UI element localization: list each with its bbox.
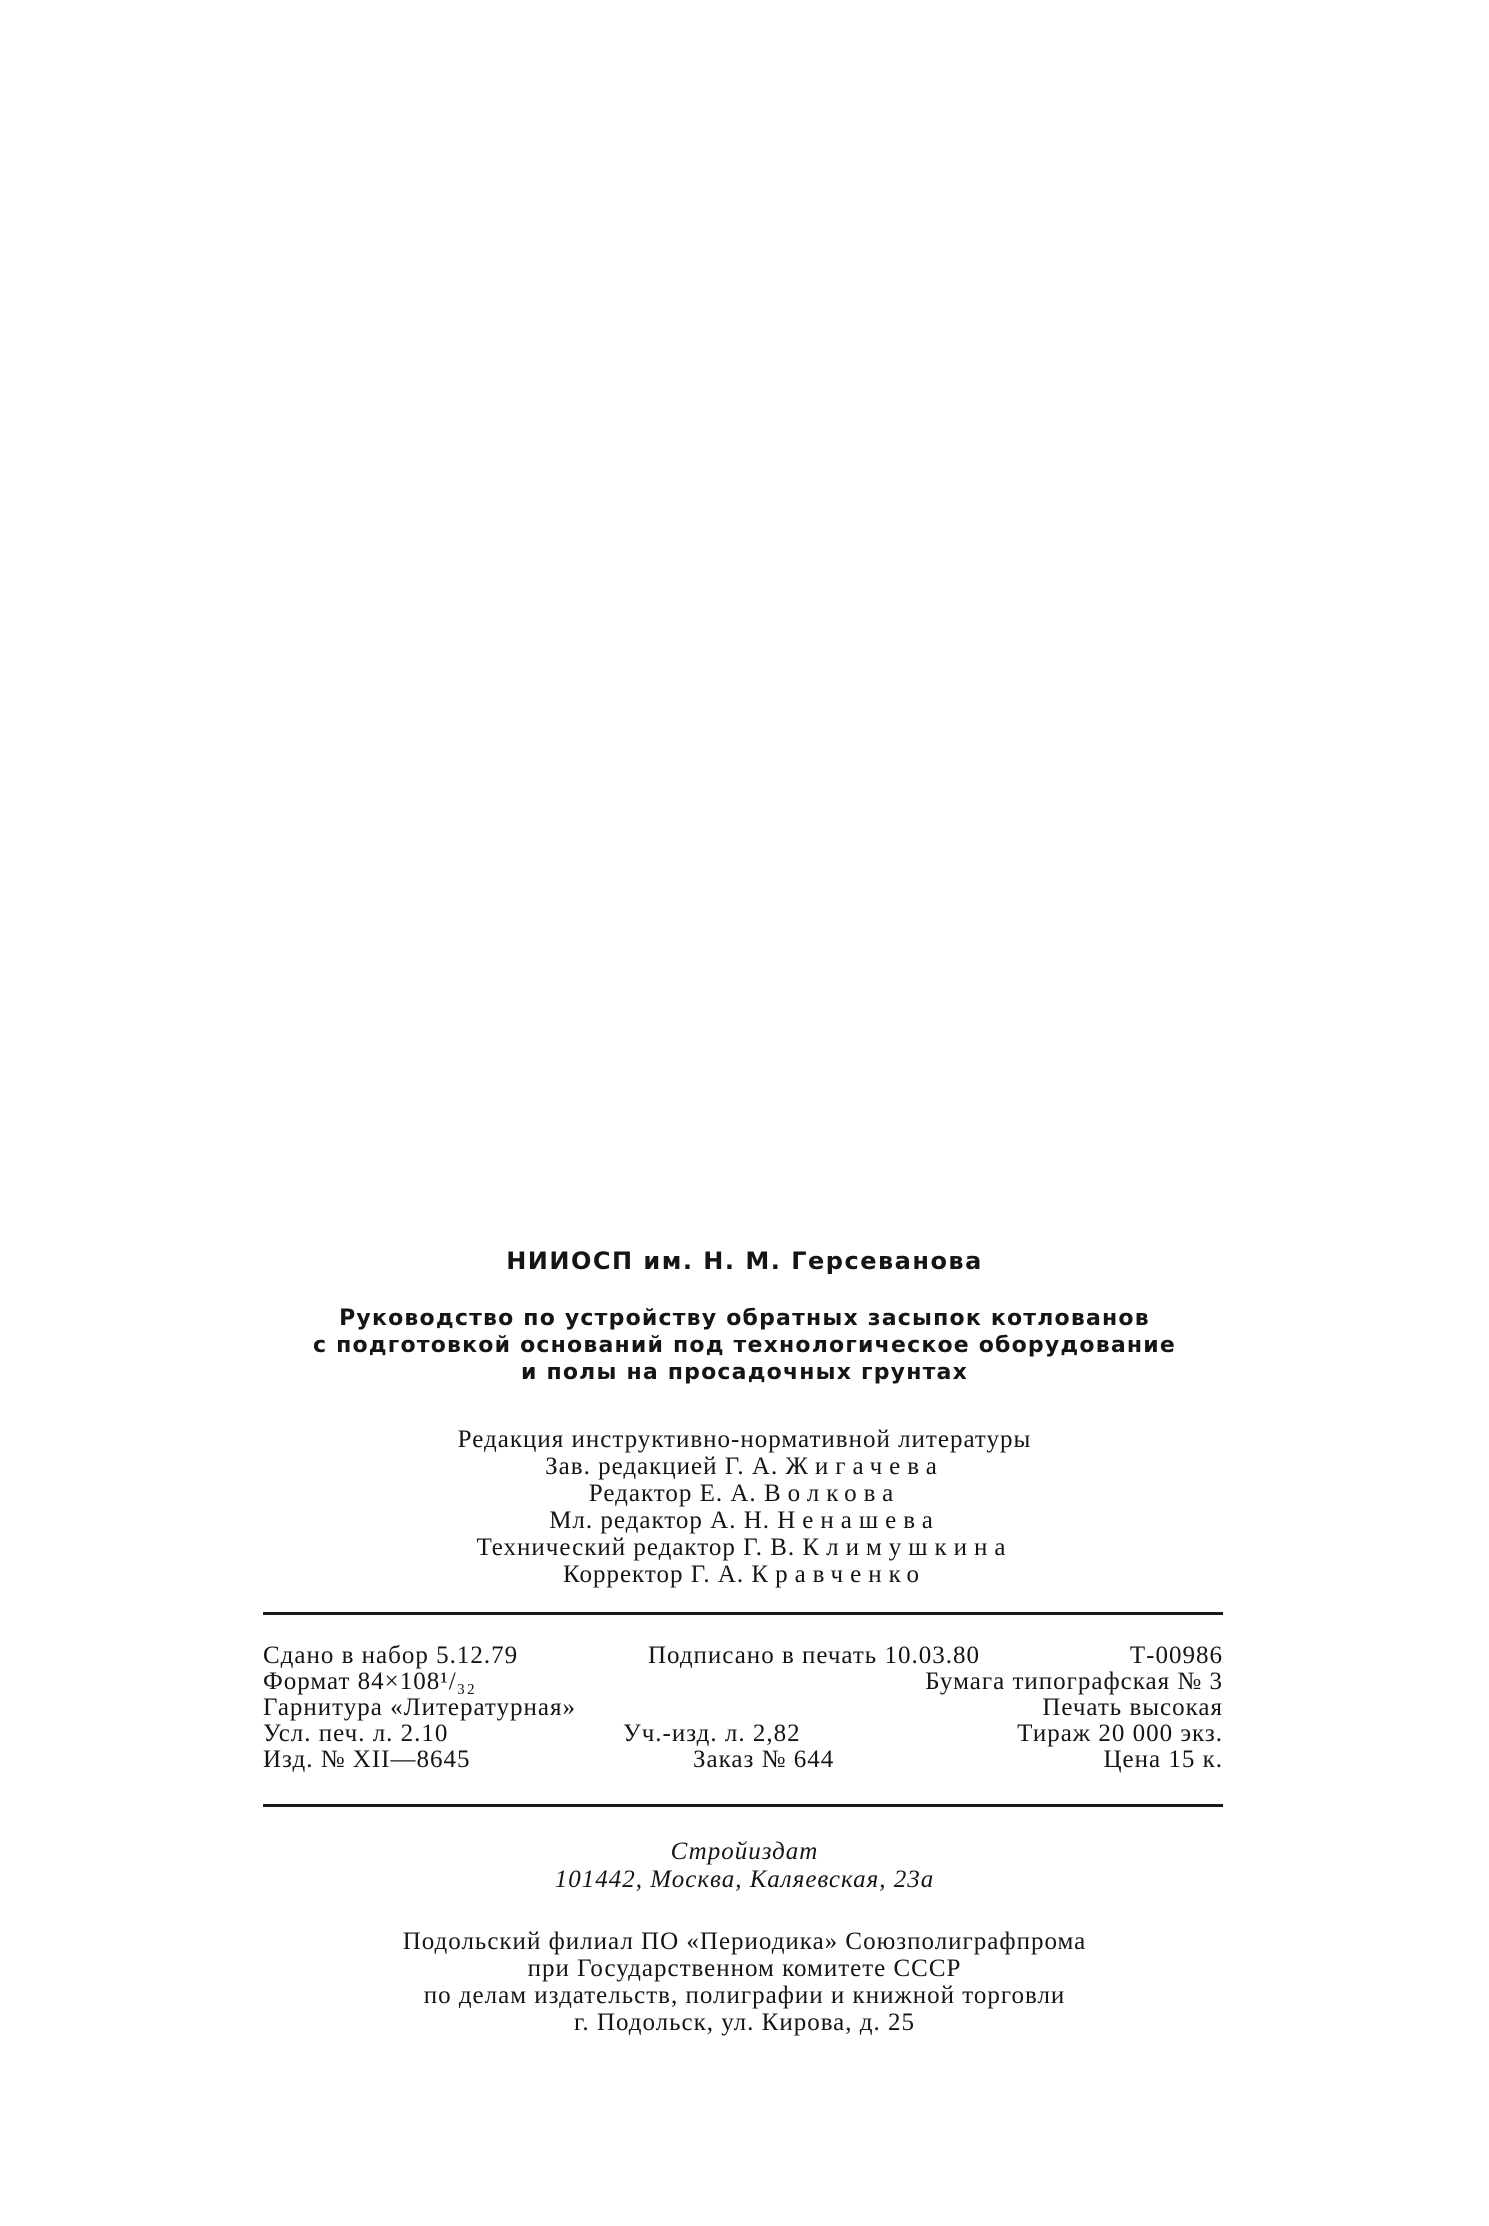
- staff-name: Волкова: [763, 1480, 901, 1507]
- printer-line: по делам издательств, полиграфии и книжной торговли: [423, 1982, 1066, 2009]
- printer-line: Подольский филиал ПО «Периодика» Союзполиграфпрома: [402, 1928, 1087, 1955]
- staff-role: Зав. редакцией Г. А.: [545, 1453, 779, 1480]
- printer-line: г. Подольск, ул. Кирова, д. 25: [574, 2009, 915, 2036]
- imprint-cell: Усл. печ. л. 2.10: [263, 1720, 449, 1747]
- imprint-cell: Бумага типографская № 3: [925, 1668, 1223, 1695]
- imprint-cell: Гарнитура «Литературная»: [263, 1694, 577, 1721]
- publisher-name: Стройиздат: [670, 1838, 819, 1865]
- staff-role: Технический редактор Г. В.: [476, 1534, 796, 1561]
- staff-tech-editor: [0, 1534, 1489, 1562]
- staff-name: Кравченко: [751, 1561, 926, 1588]
- staff-editor: [0, 1480, 1489, 1508]
- imprint-cell: Уч.-изд. л. 2,82: [623, 1720, 801, 1747]
- imprint-cell: Сдано в набор 5.12.79: [263, 1642, 519, 1669]
- staff-proofreader: [0, 1561, 1489, 1589]
- imprint-cell: Тираж 20 000 экз.: [1017, 1720, 1223, 1747]
- title-line: Руководство по устройству обратных засыпок котлованов: [339, 1306, 1150, 1331]
- imprint-cell: Печать высокая: [1042, 1694, 1223, 1721]
- imprint-cell: Заказ № 644: [693, 1746, 835, 1773]
- title-line: и полы на просадочных грунтах: [520, 1360, 968, 1385]
- imprint-cell: Подписано в печать 10.03.80: [648, 1642, 980, 1669]
- imprint-cell: Изд. № XII—8645: [263, 1746, 471, 1773]
- staff-name: Ненашева: [777, 1507, 940, 1534]
- imprint-cell: Т-00986: [1129, 1642, 1223, 1669]
- divider-rule: [263, 1612, 1223, 1615]
- divider-rule: [263, 1804, 1223, 1807]
- staff-role: Редактор Е. А.: [588, 1480, 757, 1507]
- edition-name: Редакция инструктивно-нормативной литературы: [457, 1426, 1032, 1453]
- institute-heading: НИИОСП им. Н. М. Герсеванова: [506, 1247, 983, 1275]
- title-line: с подготовкой оснований под технологическое оборудование: [312, 1333, 1177, 1358]
- printer-line: при Государственном комитете СССР: [527, 1955, 962, 1982]
- imprint-cell: Цена 15 к.: [1103, 1746, 1223, 1773]
- staff-name: Жигачева: [785, 1453, 944, 1480]
- staff-head-editor: [0, 1453, 1489, 1481]
- staff-junior-editor: [0, 1507, 1489, 1535]
- staff-role: Мл. редактор А. Н.: [549, 1507, 770, 1534]
- publisher-address: 101442, Москва, Каляевская, 23а: [554, 1866, 935, 1893]
- imprint-cell: Формат 84×108¹/₃₂: [263, 1668, 477, 1695]
- staff-name: Климушкина: [802, 1534, 1013, 1561]
- staff-role: Корректор Г. А.: [563, 1561, 745, 1588]
